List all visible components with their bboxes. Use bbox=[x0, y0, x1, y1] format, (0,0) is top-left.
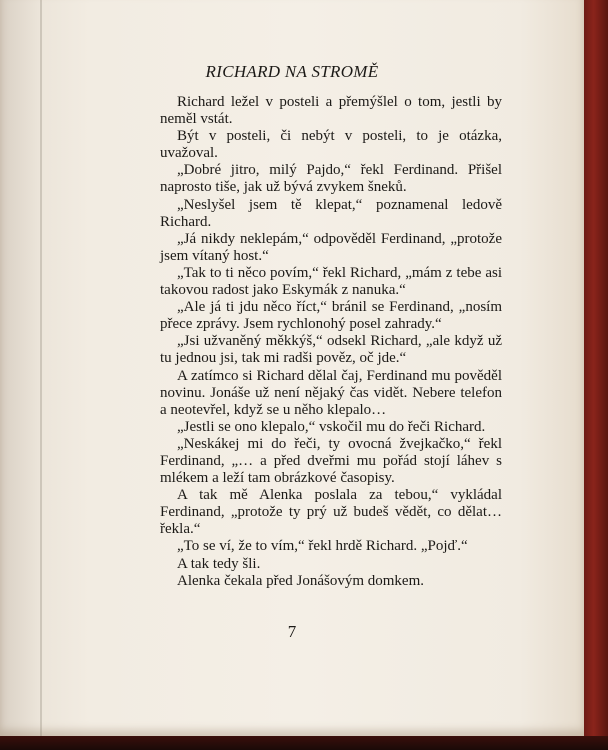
body-text bbox=[160, 94, 502, 590]
paragraph: Richard ležel v posteli a přemýšlel o tom, jestli by neměl vstát. bbox=[160, 94, 502, 128]
page-number: 7 bbox=[287, 622, 297, 641]
paragraph: Být v posteli, či nebýt v posteli, to je otázka, uvažoval. bbox=[160, 128, 502, 162]
paragraph: A tak mě Alenka poslala za tebou,“ vykládal Ferdinand, „protože ty prý už budeš vědět, co dělat… řekla.“ bbox=[160, 487, 502, 538]
paragraph: „Jestli se ono klepalo,“ vskočil mu do řeči Richard. bbox=[177, 418, 486, 435]
paragraph: „Ale já ti jdu něco říct,“ bránil se Ferdinand, „nosím přece zprávy. Jsem rychlonohý posel zahrady.“ bbox=[160, 299, 502, 333]
paragraph: A tak tedy šli. bbox=[177, 555, 261, 572]
paragraph: „Já nikdy neklepám,“ odpověděl Ferdinand, „protože jsem vítaný host.“ bbox=[160, 230, 502, 264]
paragraph: „Tak to ti něco povím,“ řekl Richard, „mám z tebe asi takovou radost jako Eskymák z nanuka.“ bbox=[160, 264, 502, 299]
chapter-title: RICHARD NA STROMĚ bbox=[205, 62, 379, 81]
paragraph: „Neskákej mi do řeči, ty ovocná žvejkačko,“ řekl Ferdinand, „… a před dveřmi mu pořád stojí láhev s mlékem a leží tam obrázkové časopisy. bbox=[160, 435, 502, 487]
paragraph: A zatímco si Richard dělal čaj, Ferdinand mu pověděl novinu. Jonáše už není nějaký čas vidět. Nebere telefon a neotevřel, když se u něho klepalo… bbox=[160, 367, 502, 418]
paragraph: Alenka čekala před Jonášovým domkem. bbox=[177, 572, 425, 589]
book-cover-edge bbox=[584, 0, 608, 750]
paragraph: „Dobré jitro, milý Pajdo,“ řekl Ferdinand. Přišel naprosto tiše, jak už bývá zvykem šneků. bbox=[160, 162, 502, 196]
paragraph: „Neslyšel jsem tě klepat,“ poznamenal ledově Richard. bbox=[160, 196, 502, 230]
paragraph: „To se ví, že to vím,“ řekl hrdě Richard. „Pojď.“ bbox=[177, 538, 468, 555]
paragraph: „Jsi užvaněný měkkýš,“ odsekl Richard, „ale když už tu jednou jsi, tak mi radši pověz, oč jde.“ bbox=[160, 333, 502, 367]
book-bottom-edge bbox=[0, 736, 608, 750]
